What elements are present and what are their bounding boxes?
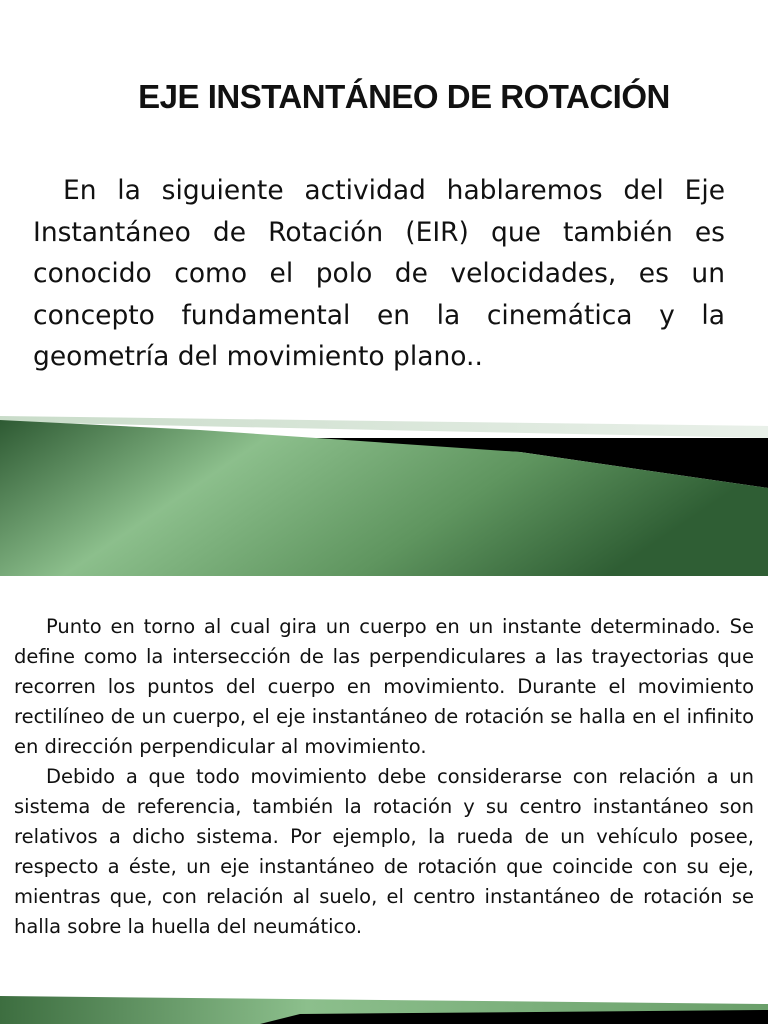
body-paragraph-2: Debido a que todo movimiento debe considerarse con relación a un sistema de referencia, también la rotación y su centro instantáneo son relativos a dicho sistema. Por ejemplo, la rueda de un vehículo posee, respecto a éste, un eje instantáneo de rotación que coincide con su eje, mientras que, con relación al suelo, el centro instantáneo de rotación se halla sobre la huella del neumático. xyxy=(14,765,754,938)
green-decorative-band xyxy=(0,412,768,576)
body-paragraph-1: Punto en torno al cual gira un cuerpo en un instante determinado. Se define como la intersección de las perpendiculares a las trayectorias que recorren los puntos del cuerpo en movimiento. Durante el movimiento rectilíneo de un cuerpo, el eje instantáneo de rotación se halla en el infinito en dirección perpendicular al movimiento. xyxy=(14,615,754,758)
bottom-decorative-band xyxy=(0,990,768,1024)
intro-paragraph: En la siguiente actividad hablaremos del Eje Instantáneo de Rotación (EIR) que también es conocido como el polo de velocidades, es un concepto fundamental en la cinemática y la geometría del movimiento plano.. xyxy=(33,175,725,372)
slide-body xyxy=(14,612,754,942)
slide-title-heading: EJE INSTANTÁNEO DE ROTACIÓN xyxy=(138,78,670,115)
